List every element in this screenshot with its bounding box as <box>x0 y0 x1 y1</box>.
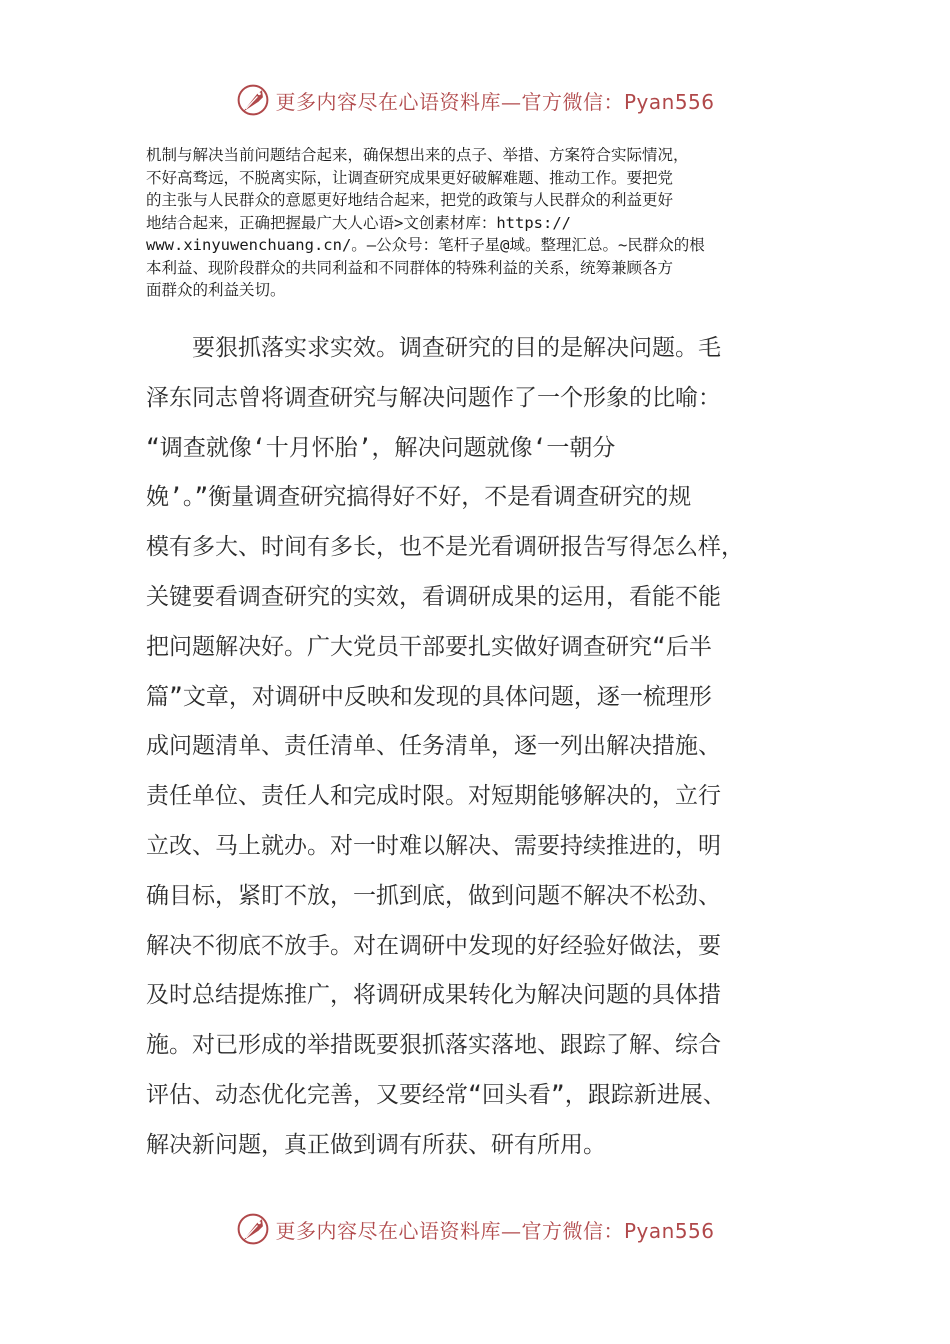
banner-text-cn: 更多内容尽在心语资料库—官方微信： <box>275 1218 624 1243</box>
body-line: 解决不彻底不放手。对在调研中发现的好经验好做法，要 <box>146 932 721 959</box>
body-line: 泽东同志曾将调查研究与解决问题作了一个形象的比喻： <box>146 384 721 411</box>
body-line: 施。对已形成的举措既要狠抓落实落地、跟踪了解、综合 <box>146 1032 721 1059</box>
banner-text <box>275 1215 714 1244</box>
footer-banner <box>0 1207 950 1251</box>
body-line: 模有多大、时间有多长，也不是光看调研报告写得怎么样， <box>146 534 744 561</box>
body-line: 立改、马上就办。对一时难以解决、需要持续推进的，明 <box>146 832 721 859</box>
body-line: 解决新问题，真正做到调有所获、研有所用。 <box>146 1131 606 1158</box>
body-line: 责任单位、责任人和完成时限。对短期能够解决的，立行 <box>146 783 721 810</box>
body-line: 确目标，紧盯不放，一抓到底，做到问题不解决不松劲、 <box>146 882 721 909</box>
pen-nib-logo-icon <box>235 82 271 118</box>
body-line: 篇”文章，对调研中反映和发现的具体问题，逐一梳理形 <box>146 683 712 710</box>
body-line: 关键要看调查研究的实效，看调研成果的运用，看能不能 <box>146 583 721 610</box>
body-line: 娩’。”衡量调查研究搞得好不好，不是看调查研究的规 <box>146 484 692 511</box>
small-line: 地结合起来，正确把握最广大人心语>文创素材库：https:// <box>146 213 571 232</box>
small-line: 本利益、现阶段群众的共同利益和不同群体的特殊利益的关系，统筹兼顾各方 <box>146 258 674 277</box>
banner-wechat-id: Pyan556 <box>623 89 715 114</box>
small-line: 的主张与人民群众的意愿更好地结合起来，把党的政策与人民群众的利益更好 <box>146 191 674 209</box>
pen-nib-logo-icon <box>235 1211 271 1247</box>
header-banner <box>0 78 950 122</box>
small-line: 机制与解决当前问题结合起来，确保想出来的点子、举措、方案符合实际情况， <box>146 146 689 164</box>
banner-text <box>275 86 714 115</box>
small-line: 面群众的利益关切。 <box>146 281 286 299</box>
body-line: 及时总结提炼推广，将调研成果转化为解决问题的具体措 <box>146 982 721 1009</box>
small-line: www.xinyuwenchuang.cn/。—公众号：笔杆子星@域。整理汇总。~民群众的根 <box>146 236 705 254</box>
banner-text-cn: 更多内容尽在心语资料库—官方微信： <box>275 89 624 114</box>
small-line: 不好高骛远，不脱离实际，让调查研究成果更好破解难题、推动工作。要把党 <box>146 168 674 187</box>
body-line: 成问题清单、责任清单、任务清单，逐一列出解决措施、 <box>146 733 721 760</box>
main-paragraph <box>146 324 818 1171</box>
banner-wechat-id: Pyan556 <box>623 1218 715 1243</box>
body-line: 评估、动态优化完善，又要经常“回头看”，跟踪新进展、 <box>146 1081 726 1108</box>
body-line: “调查就像‘十月怀胎’，解决问题就像‘一朝分 <box>146 434 616 461</box>
small-paragraph <box>146 144 808 302</box>
body-line: 要狠抓落实求实效。调查研究的目的是解决问题。毛 <box>146 335 721 361</box>
body-line: 把问题解决好。广大党员干部要扎实做好调查研究“后半 <box>146 633 712 660</box>
